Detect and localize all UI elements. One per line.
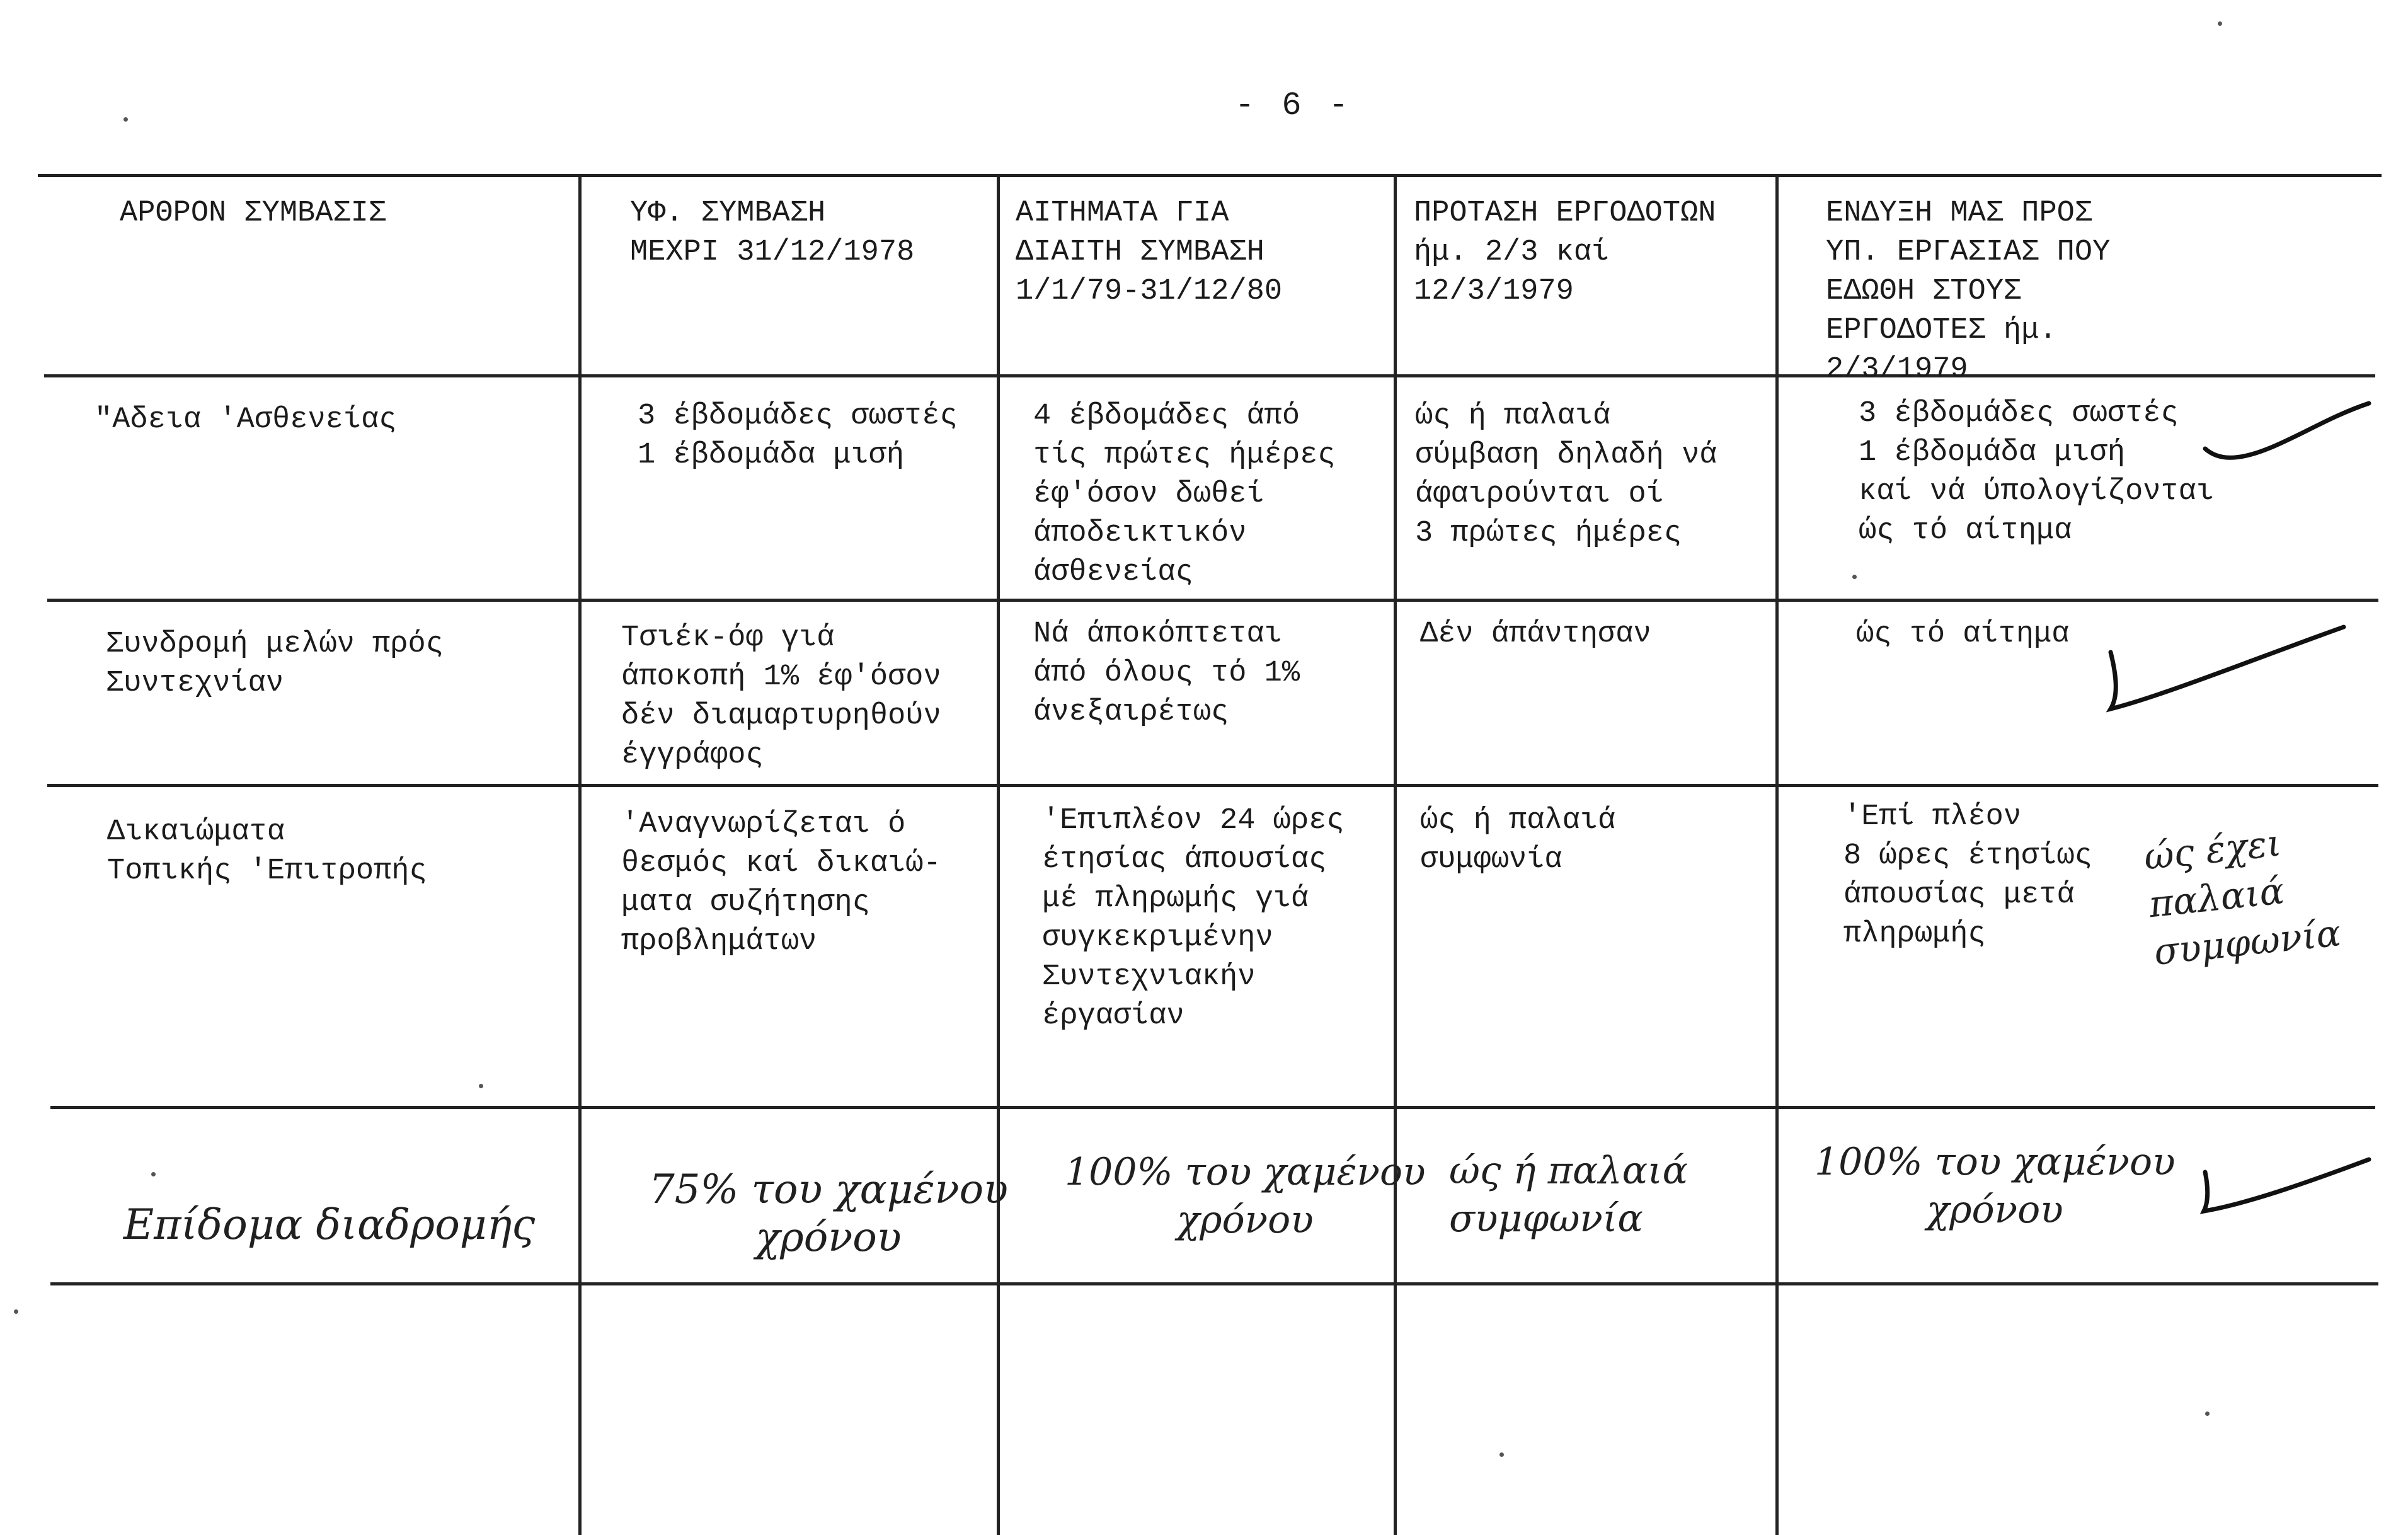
checkmark-icon (2193, 391, 2382, 485)
header-our-proposal: ΕΝΔΥΞΗ ΜΑΣ ΠΡΟΣ ΥΠ. ΕΡΓΑΣΙΑΣ ΠΟΥ ΕΔΩΘΗ ΣΤΟΥΣ ΕΡΓΟΔΟΤΕΣ ήμ. 2/3/1979 (1826, 197, 2111, 386)
handwritten-travel-allowance-existing: 75% του χαμένου χρόνου (649, 1166, 1009, 1261)
header-existing-agreement: ΥΦ. ΣΥΜΒΑΣΗ ΜΕΧΡΙ 31/12/1978 (630, 197, 915, 269)
handwritten-travel-allowance-demands: 100% του χαμένου χρόνου (1065, 1150, 1426, 1242)
row2-bottom-rule (47, 784, 2378, 787)
row-committee-employers: ώς ή παλαιά συμφωνία (1420, 804, 1616, 877)
header-article: ΑΡΘΡΟΝ ΣΥΜΒΑΣΙΣ (120, 197, 387, 230)
scan-speckle (2218, 21, 2222, 26)
row-committee-article: Δικαιώματα Τοπικής 'Επιτροπής (107, 815, 427, 888)
scan-speckle (2205, 1411, 2210, 1416)
handwritten-travel-allowance-article: Επίδομα διαδρομής (123, 1200, 536, 1249)
row3-bottom-rule (50, 1106, 2375, 1109)
handwritten-committee-note: ώς έχει παλαιά συμφωνία (2141, 821, 2343, 974)
row-committee-proposal: 'Επί πλέον 8 ώρες έτησίως άπουσίας μετά πληρωμής (1843, 800, 2092, 951)
scan-speckle (479, 1084, 483, 1088)
row-union-dues-demands: Νά άποκόπτεται άπό όλους τό 1% άνεξαιρέτως (1033, 618, 1300, 729)
column-divider-2 (997, 175, 1000, 1535)
row-sick-leave-demands: 4 έβδομάδες άπό τίς πρώτες ήμέρες έφ'όσον δωθεί άποδεικτικόν άσθενείας (1033, 400, 1336, 589)
row-union-dues-proposal: ώς τό αίτημα (1856, 618, 2070, 651)
scan-speckle (1852, 575, 1857, 579)
column-divider-4 (1775, 175, 1779, 1535)
table-top-rule (38, 174, 2382, 177)
handwritten-travel-allowance-employers: ώς ή παλαιά συμφωνία (1449, 1149, 1688, 1241)
row1-bottom-rule (47, 599, 2378, 602)
row-sick-leave-employers: ώς ή παλαιά σύμβαση δηλαδή νά άφαιρούνται οί 3 πρώτες ήμέρες (1415, 400, 1717, 550)
page-number: - 6 - (1235, 87, 1353, 124)
row-union-dues-employers: Δέν άπάντησαν (1420, 618, 1651, 651)
handwritten-travel-allowance-proposal: 100% του χαμένου χρόνου (1815, 1140, 2176, 1232)
row-union-dues-existing: Τσιέκ-όφ γιά άποκοπή 1% έφ'όσον δέν διαμαρτυρηθούν έγγράφος (621, 621, 941, 772)
row-sick-leave-existing: 3 έβδομάδες σωστές 1 έβδομάδα μισή (638, 400, 958, 472)
checkmark-icon (2193, 1134, 2382, 1222)
column-divider-1 (578, 175, 582, 1535)
scan-speckle (14, 1309, 18, 1314)
row-sick-leave-proposal: 3 έβδομάδες σωστές 1 έβδομάδα μισή καί νά ύπολογίζονται ώς τό αίτημα (1859, 397, 2215, 548)
header-demands: ΑΙΤΗΜΑΤΑ ΓΙΑ ΔΙΑΙΤΗ ΣΥΜΒΑΣΗ 1/1/79-31/12/80 (1016, 197, 1283, 308)
row-union-dues-article: Συνδρομή μελών πρός Συντεχνίαν (106, 628, 444, 700)
scan-speckle (151, 1172, 156, 1176)
column-divider-3 (1394, 175, 1397, 1535)
row-committee-existing: 'Αναγνωρίζεται ό θεσμός καί δικαιώ- ματα συζήτησης προβλημάτων (621, 808, 941, 958)
row4-bottom-rule (50, 1282, 2378, 1285)
checkmark-icon (2092, 614, 2363, 722)
scan-speckle (1499, 1452, 1504, 1457)
row-committee-demands: 'Επιπλέον 24 ώρες έτησίας άπουσίας μέ πληρωμής γιά συγκεκριμένην Συντεχνιακήν έργασίαν (1042, 804, 1344, 1033)
header-employers-proposal: ΠΡΟΤΑΣΗ ΕΡΓΟΔΟΤΩΝ ήμ. 2/3 καί 12/3/1979 (1414, 197, 1716, 308)
row-sick-leave-article: "Αδεια 'Ασθενείας (95, 403, 397, 437)
scan-speckle (123, 117, 128, 122)
